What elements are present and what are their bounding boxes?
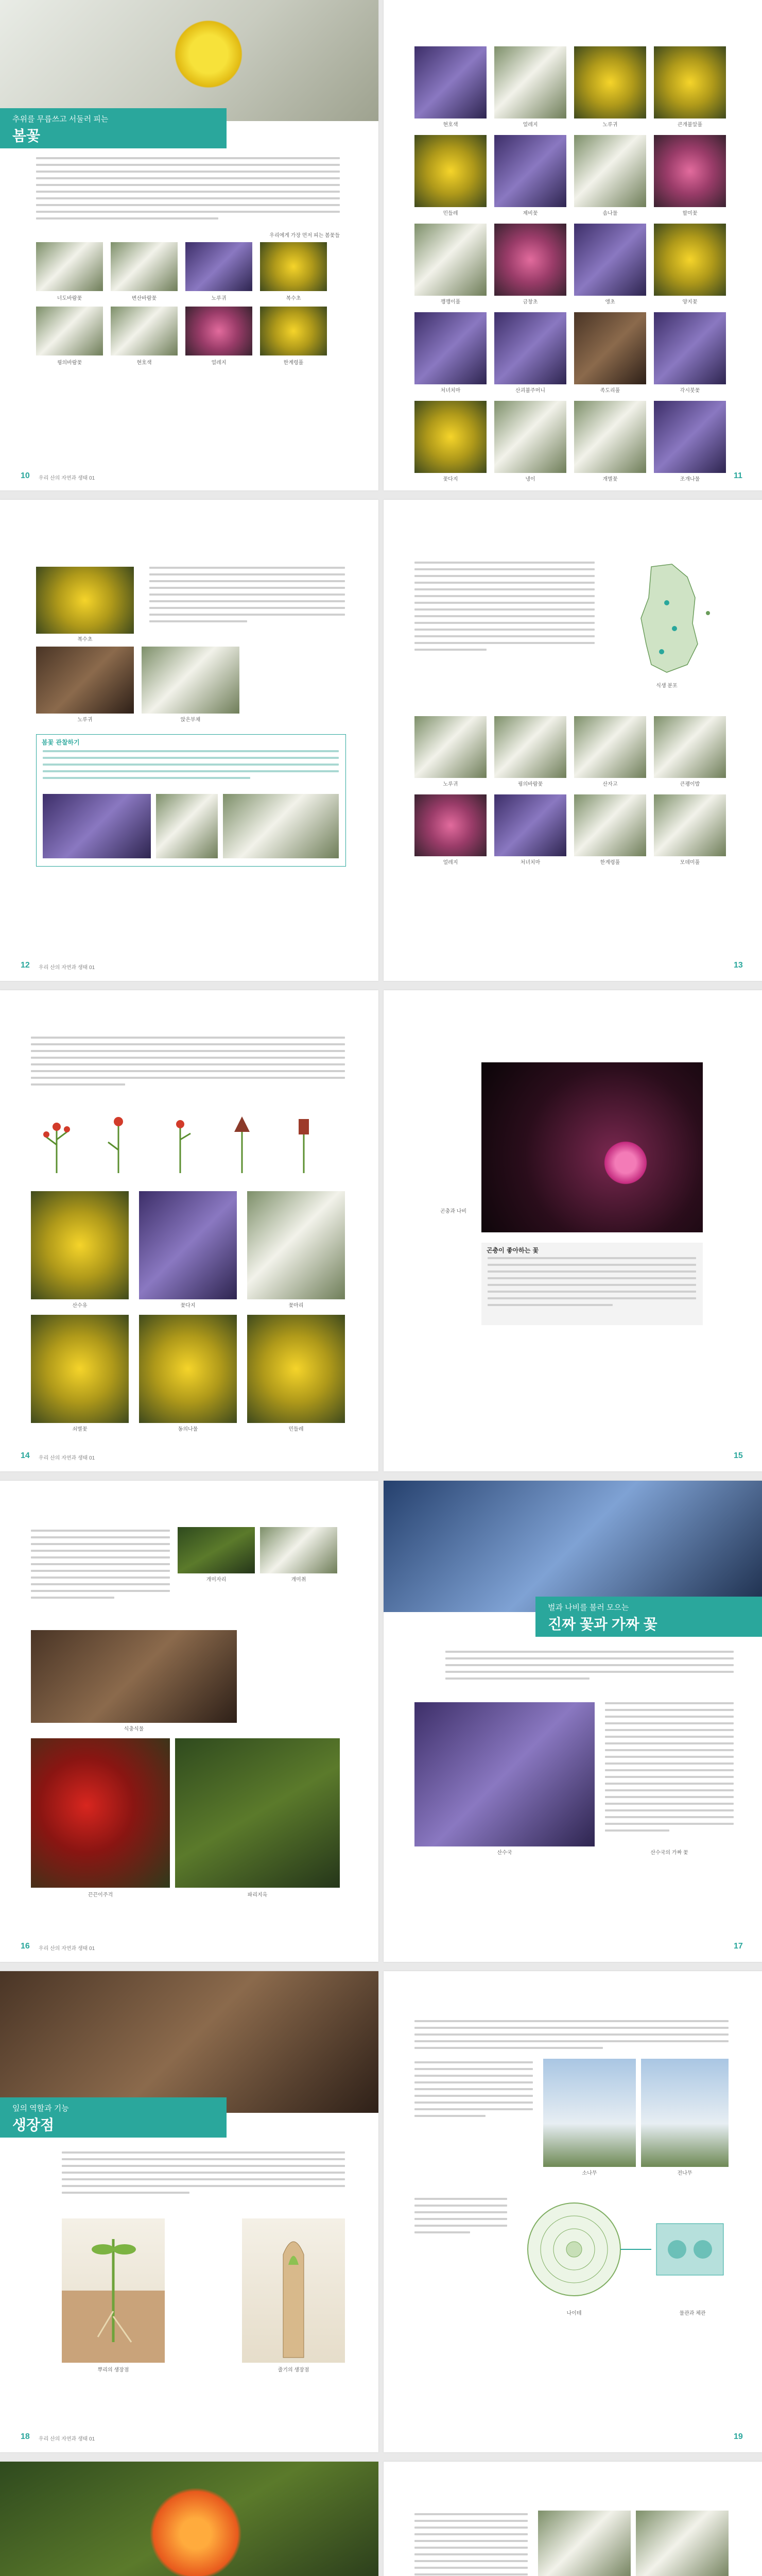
tip-title: 봄꽃 관찰하기 [42, 739, 80, 746]
body-text [445, 1651, 734, 1684]
page-17 [384, 1481, 762, 1962]
photo-adonis [36, 567, 134, 634]
caption-1: 너도바람꽃 [57, 296, 82, 301]
page-15 [384, 990, 762, 1471]
caption-2: 개미취 [291, 1577, 306, 1583]
banner-subtitle: 잎의 역할과 기능 [12, 2104, 69, 2113]
caption-3: 노루귀 [602, 122, 618, 128]
tree-ring-diagram [517, 2193, 734, 2306]
page-number: 18 [21, 2432, 30, 2441]
caption-3: 노루귀 [211, 296, 227, 301]
photo-6 [494, 794, 566, 856]
side-text [414, 2061, 533, 2122]
page-number: 13 [734, 961, 743, 970]
photo-2 [139, 1191, 237, 1299]
tip-photo-1 [43, 794, 151, 858]
caption-8: 모데미풀 [680, 860, 700, 866]
hero-photo-bark [0, 1971, 378, 2113]
photo-7 [574, 135, 646, 207]
photo-6 [247, 1315, 345, 1423]
caption-11: 앵초 [605, 299, 615, 305]
caption-10: 금창초 [523, 299, 538, 305]
map-caption: 식생 분포 [656, 683, 678, 689]
caption-2: 얼레지 [523, 122, 538, 128]
page-12 [0, 500, 378, 981]
korea-map [605, 556, 729, 680]
body-text [31, 1530, 170, 1603]
diagram-stem [242, 2218, 345, 2363]
caption-13: 처녀치마 [440, 388, 461, 394]
caption-1: 산수국 [497, 1850, 512, 1856]
photo-16 [654, 312, 726, 384]
chapter-banner [0, 2097, 227, 2138]
photo-hepatica [36, 647, 134, 714]
caption-1: 뿌리의 생장점 [97, 2367, 129, 2373]
page-13 [384, 500, 762, 981]
side-text [605, 1702, 734, 1836]
photo-9 [414, 224, 487, 296]
caption-4: 물관과 체관 [679, 2311, 706, 2316]
diagram-root [62, 2218, 165, 2363]
caption-2: 산수국의 가짜 꽃 [650, 1850, 688, 1856]
photo-1 [36, 242, 103, 291]
photo-3 [247, 1191, 345, 1299]
photo-1 [414, 716, 487, 778]
photo-1 [538, 2511, 631, 2576]
caption-2: 변산바람꽃 [131, 296, 157, 301]
photo-2 [260, 1527, 337, 1573]
page-number: 11 [734, 471, 742, 480]
caption-1: 산수유 [72, 1303, 88, 1309]
banner-title: 생장점 [12, 2117, 55, 2133]
page-20 [0, 2462, 378, 2576]
caption-12: 양지꽃 [682, 299, 698, 305]
caption-2: 노루귀 [77, 717, 93, 723]
caption-5: 파리지옥 [247, 1892, 268, 1898]
caption-1: 현호색 [443, 122, 458, 128]
banner-title: 봄꽃 [12, 128, 41, 144]
photo-moth-flower [481, 1062, 703, 1232]
photo-6 [111, 307, 178, 355]
photo-4 [654, 716, 726, 778]
photo-2 [494, 716, 566, 778]
caption-20: 조개나물 [680, 477, 700, 482]
tip-photo-3 [223, 794, 339, 858]
body-text [149, 567, 345, 627]
photo-1 [414, 46, 487, 118]
photo-14 [494, 312, 566, 384]
footer-text: 우리 산의 자연과 생태 01 [39, 2436, 95, 2442]
caption-5: 민들레 [443, 211, 458, 216]
hero-photo-lily [0, 2462, 378, 2576]
caption-5: 동의나물 [178, 1427, 198, 1432]
caption-6: 현호색 [136, 360, 152, 366]
caption-1: 복수초 [77, 637, 93, 642]
photo-3 [31, 1630, 237, 1723]
banner-subtitle: 추위를 무릅쓰고 서둘러 피는 [12, 115, 109, 124]
photo-pine [543, 2059, 636, 2167]
photo-12 [654, 224, 726, 296]
caption-17: 꽃다지 [443, 477, 458, 482]
photo-1 [178, 1527, 255, 1573]
caption-4: 큰괭이밥 [680, 782, 700, 787]
photo-3 [574, 46, 646, 118]
photo-17 [414, 401, 487, 473]
footer-text: 우리 산의 자연과 생태 01 [39, 965, 95, 971]
body-text [31, 1037, 345, 1090]
caption-1: 노루귀 [443, 782, 458, 787]
photo-3 [185, 242, 252, 291]
caption-4: 복수초 [286, 296, 301, 301]
photo-grid-caption: 우리에게 가장 먼저 피는 봄꽃들 [269, 233, 340, 239]
caption-7: 한계령풀 [600, 860, 620, 866]
photo-20 [654, 401, 726, 473]
caption-5: 얼레지 [443, 860, 458, 866]
page-number: 10 [21, 471, 30, 480]
photo-1 [31, 1191, 129, 1299]
photo-5 [139, 1315, 237, 1423]
diagram-text [414, 2198, 507, 2238]
caption-2: 꿩의바람꽃 [517, 782, 543, 787]
photo-8 [654, 135, 726, 207]
page-number: 17 [734, 1942, 743, 1951]
body-text [62, 2151, 345, 2198]
caption-15: 족도리풀 [600, 388, 620, 394]
page-21 [384, 2462, 762, 2576]
photo-7 [574, 794, 646, 856]
caption-3: 나이테 [566, 2311, 582, 2316]
photo-4 [654, 46, 726, 118]
photo-5 [175, 1738, 340, 1888]
caption-16: 각시붓꽃 [680, 388, 700, 394]
photo-19 [574, 401, 646, 473]
caption-7: 솜나물 [602, 211, 618, 216]
photo-10 [494, 224, 566, 296]
box-title: 곤충이 좋아하는 꽃 [487, 1247, 539, 1254]
photo-18 [494, 401, 566, 473]
footer-text: 우리 산의 자연과 생태 01 [39, 476, 95, 481]
page-16 [0, 1481, 378, 1962]
caption-5: 꿩의바람꽃 [57, 360, 82, 366]
photo-5 [36, 307, 103, 355]
banner-title: 진짜 꽃과 가짜 꽃 [548, 1616, 657, 1632]
chapter-banner [535, 1597, 762, 1637]
page-18 [0, 1971, 378, 2452]
side-text [414, 2513, 528, 2576]
page-11 [384, 0, 762, 490]
banner-subtitle: 벌과 나비를 불러 모으는 [548, 1603, 629, 1612]
photo-8 [654, 794, 726, 856]
page-number: 12 [21, 961, 30, 970]
caption-3: 산자고 [602, 782, 618, 787]
caption-8: 한계령풀 [283, 360, 304, 366]
page-number: 16 [21, 1942, 30, 1951]
photo-2 [636, 2511, 729, 2576]
hero-photo-hydrangea [384, 1481, 762, 1612]
caption-4: 큰개불알풀 [677, 122, 703, 128]
caption-2: 꽃다지 [180, 1303, 196, 1309]
photo-15 [574, 312, 646, 384]
page-19 [384, 1971, 762, 2452]
page-number: 15 [734, 1451, 743, 1460]
caption-9: 깽깽이풀 [440, 299, 461, 305]
photo-8 [260, 307, 327, 355]
caption-6: 민들레 [288, 1427, 304, 1432]
photo-2 [494, 46, 566, 118]
photo-13 [414, 312, 487, 384]
caption-4: 쇠별꽃 [72, 1427, 88, 1432]
caption-6: 처녀치마 [520, 860, 541, 866]
caption-6: 제비꽃 [523, 211, 538, 216]
hero-photo-flower [0, 0, 378, 121]
page-number: 19 [734, 2432, 743, 2441]
caption-3: 식충식물 [124, 1726, 144, 1732]
caption-1: 소나무 [582, 2171, 597, 2176]
info-box [481, 1243, 703, 1325]
photo-11 [574, 224, 646, 296]
page-14 [0, 990, 378, 1471]
body-text [36, 157, 340, 224]
photo-6 [494, 135, 566, 207]
caption-8: 할미꽃 [682, 211, 698, 216]
photo-5 [414, 135, 487, 207]
caption-2: 전나무 [677, 2171, 692, 2176]
caption-3: 앉은부채 [180, 717, 201, 723]
photo-caption: 곤충과 나비 [440, 1209, 467, 1214]
body-text [414, 562, 595, 655]
page-10 [0, 0, 378, 490]
chapter-banner [0, 108, 227, 148]
photo-fir [641, 2059, 729, 2167]
footer-text: 우리 산의 자연과 생태 01 [39, 1946, 95, 1952]
tip-box [36, 734, 346, 867]
photo-7 [185, 307, 252, 355]
body-text [414, 2020, 729, 2054]
caption-4: 끈끈이주걱 [88, 1892, 113, 1898]
photo-4 [31, 1315, 129, 1423]
caption-1: 개미자리 [206, 1577, 227, 1583]
page-number: 14 [21, 1451, 30, 1460]
caption-7: 얼레지 [211, 360, 227, 366]
flower-structure-diagram [31, 1109, 345, 1176]
photo-4 [31, 1738, 170, 1888]
caption-2: 줄기의 생장점 [278, 2367, 309, 2373]
photo-5 [414, 794, 487, 856]
caption-19: 개별꽃 [602, 477, 618, 482]
photo-3 [574, 716, 646, 778]
photo-4 [260, 242, 327, 291]
photo-2 [111, 242, 178, 291]
footer-text: 우리 산의 자연과 생태 01 [39, 1455, 95, 1461]
photo-mushroom [142, 647, 239, 714]
caption-14: 산괴불주머니 [515, 388, 545, 394]
photo-1 [414, 1702, 595, 1846]
caption-3: 꽃마리 [288, 1303, 304, 1309]
caption-18: 냉이 [525, 477, 535, 482]
tip-photo-2 [156, 794, 218, 858]
